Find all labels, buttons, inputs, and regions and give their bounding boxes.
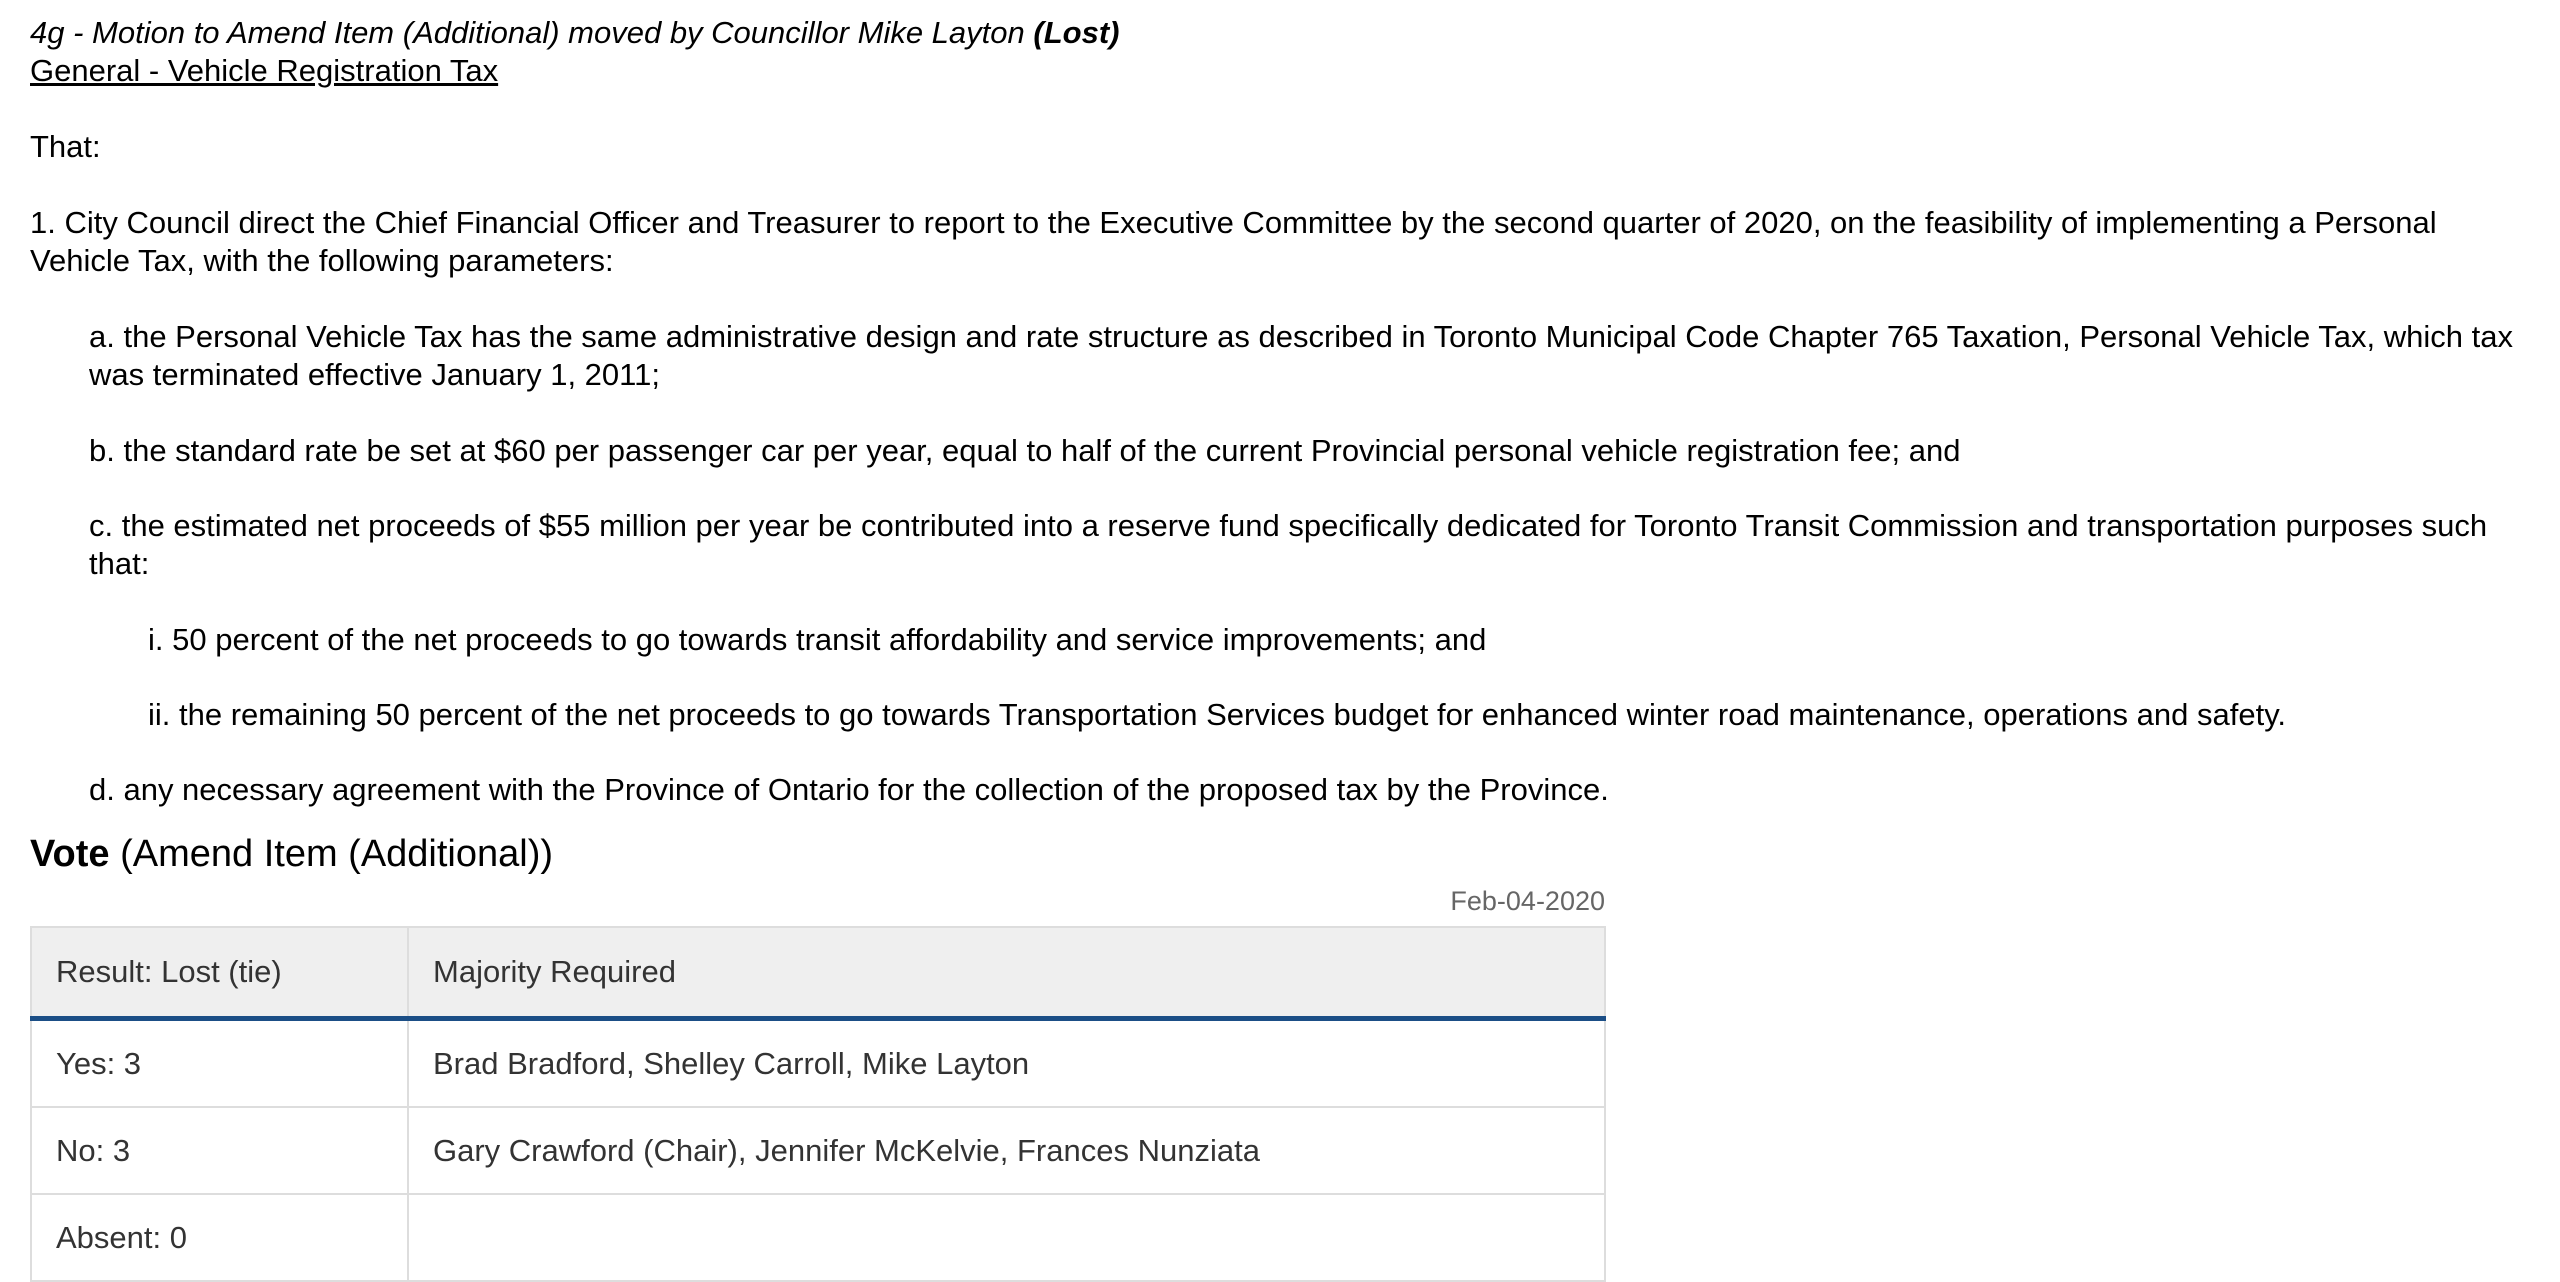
vote-absent-names	[408, 1194, 1605, 1281]
motion-paragraph-1: 1. City Council direct the Chief Financial Officer and Treasurer to report to the Executive Committee by the second quarter of 2020, on the feasibility of implementing a Personal Vehicle Tax, with the following parameters:	[30, 205, 2437, 278]
table-row	[31, 1019, 1605, 1108]
motion-clause-c-i: i. 50 percent of the net proceeds to go towards transit affordability and service improvements; and	[148, 622, 1487, 657]
vote-heading-type: (Amend Item (Additional))	[109, 833, 554, 875]
vote-date: Feb-04-2020	[1450, 886, 1605, 916]
vote-heading	[30, 832, 553, 876]
vote-majority-cell: Majority Required	[408, 927, 1605, 1019]
vote-no-label: No: 3	[31, 1107, 408, 1194]
motion-clause-c: c. the estimated net proceeds of $55 million per year be contributed into a reserve fund specifically dedicated for Toronto Transit Commission and transportation purposes such that:	[89, 508, 2488, 581]
motion-clause-a: a. the Personal Vehicle Tax has the same administrative design and rate structure as described in Toronto Municipal Code Chapter 765 Taxation, Personal Vehicle Tax, which tax was terminated effective January 1, 2011;	[89, 319, 2513, 392]
motion-clause-b: b. the standard rate be set at $60 per passenger car per year, equal to half of the current Provincial personal vehicle registration fee; and	[89, 433, 1961, 468]
vote-absent-label: Absent: 0	[31, 1194, 408, 1281]
vote-yes-names: Brad Bradford, Shelley Carroll, Mike Layton	[408, 1019, 1605, 1108]
vote-result-cell: Result: Lost (tie)	[31, 927, 408, 1019]
vote-heading-label: Vote	[30, 833, 110, 875]
motion-title	[30, 14, 1119, 52]
motion-intro: That:	[30, 129, 101, 164]
vote-yes-label: Yes: 3	[31, 1019, 408, 1108]
motion-status: (Lost)	[1033, 15, 1120, 50]
vote-no-names: Gary Crawford (Chair), Jennifer McKelvie, Frances Nunziata	[408, 1107, 1605, 1194]
motion-title-text: 4g - Motion to Amend Item (Additional) moved by Councillor Mike Layton	[30, 15, 1025, 50]
motion-subtitle-link[interactable]: General - Vehicle Registration Tax	[30, 53, 499, 88]
motion-clause-d: d. any necessary agreement with the Province of Ontario for the collection of the proposed tax by the Province.	[89, 772, 1609, 807]
motion-clause-c-ii: ii. the remaining 50 percent of the net proceeds to go towards Transportation Services budget for enhanced winter road maintenance, operations and safety.	[148, 697, 2287, 732]
table-row	[31, 1107, 1605, 1194]
vote-table-header-row	[31, 927, 1605, 1019]
table-row	[31, 1194, 1605, 1281]
vote-table	[30, 926, 1606, 1282]
